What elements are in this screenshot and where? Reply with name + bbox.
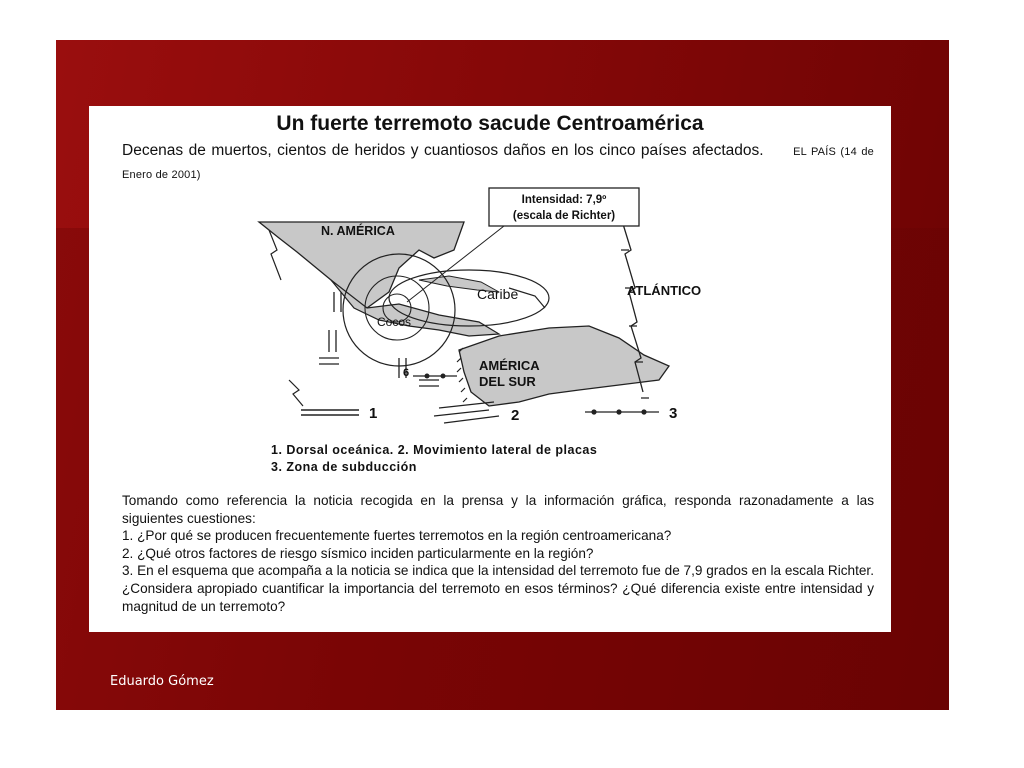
legend-num-1: 1 [369, 405, 378, 422]
content-panel [89, 106, 891, 632]
article-subhead-text: Decenas de muertos, cientos de heridos y cuantiosos daños en los cinco países afectados. [122, 142, 764, 159]
legend-num-2: 2 [511, 407, 520, 424]
legend-num-3: 3 [669, 405, 678, 422]
questions-block [122, 492, 874, 615]
western-ridge [269, 230, 303, 406]
intensity-line-2: (escala de Richter) [512, 210, 616, 222]
label-six: 6 [403, 367, 410, 379]
label-south-america-1: AMÉRICA [479, 358, 540, 373]
subduction-dot-2 [441, 374, 446, 379]
question-3: 3. En el esquema que acompaña a la noticia se indica que la intensidad del terremoto fue de 7,9 grados en la escala Richter. ¿Considera apropiado cuantificar la importancia del terremoto en esos términos? ¿Qué diferencia existe entre intensidad y magnitud de un terremoto? [122, 563, 874, 614]
label-north-america: N. AMÉRICA [321, 224, 395, 238]
map-legend [271, 442, 597, 476]
label-caribe: Caribe [477, 286, 519, 302]
footer-author: Eduardo Gómez [110, 674, 214, 689]
questions-intro: Tomando como referencia la noticia recogida en la prensa y la información gráfica, responda razonadamente a las siguientes cuestiones: [122, 493, 874, 526]
question-2: 2. ¿Qué otros factores de riesgo sísmico inciden particularmente en la región? [122, 545, 594, 561]
label-south-america-2: DEL SUR [479, 374, 536, 389]
subduction-dot-1 [425, 374, 430, 379]
caribbean-plate-ellipse [389, 270, 549, 326]
question-1: 1. ¿Por qué se producen frecuentemente fuertes terremotos en la región centroamericana? [122, 528, 672, 544]
intensity-line-1: Intensidad: 7,9º [521, 194, 607, 206]
legend-line-1: 1. Dorsal oceánica. 2. Movimiento lateral de placas [271, 443, 598, 457]
legend-line-2: 3. Zona de subducción [271, 460, 417, 474]
label-cocos: Cocos [377, 315, 412, 329]
article-headline: Un fuerte terremoto sacude Centroamérica [276, 112, 704, 135]
label-atlantico: ATLÁNTICO [627, 283, 702, 298]
article-source: EL PAÍS (14 de Enero de 2001) [122, 146, 874, 181]
